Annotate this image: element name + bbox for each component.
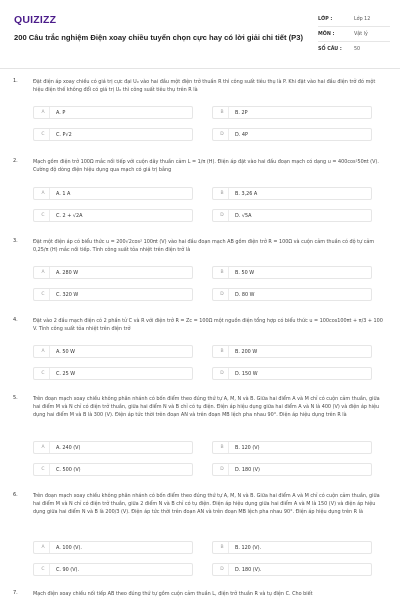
question-number: 2. [13,158,18,164]
option-text: D. 180 (V) [235,466,260,473]
meta-value: 50 [354,47,361,52]
option-letter: D [216,210,229,221]
option-text: C. P√2 [56,131,72,138]
option-b[interactable] [212,541,372,554]
question-text: Đặt điện áp xoay chiều có giá trị cực đại U₀ vào hai đầu một điện trở thuần R thì công suất tiêu thụ là P. Khi đặt vào hai đầu điện trở đó một hiệu điện thế không đổi có giá trị U₀ thì công suất tiêu thụ trên R là [33,79,376,94]
option-text: D. √5A [235,212,252,219]
meta-key: SỐ CÂU : [318,47,342,52]
option-c[interactable] [33,128,193,141]
option-b[interactable] [212,441,372,454]
option-d[interactable] [212,288,372,301]
option-a[interactable] [33,187,193,200]
option-text: B. 120 (V). [235,544,262,551]
question-text: Mạch gồm điện trở 100Ω mắc nối tiếp với cuộn dây thuần cảm L = 1/π (H). Điện áp đặt vào hai đầu đoạn mạch có dạng u = 400cos²50πt (V). Cường độ dòng điện hiệu dụng qua mạch có giá trị bằng [33,159,379,174]
option-text: A. 1 A [56,190,71,197]
header-divider [0,68,400,69]
option-letter: D [216,368,229,379]
option-letter: A [37,346,50,357]
option-c[interactable] [33,563,193,576]
option-letter: D [216,289,229,300]
meta-row-subject [318,27,390,42]
option-text: B. 120 (V) [235,444,260,451]
option-text: A. 240 (V) [56,444,81,451]
option-letter: C [37,129,50,140]
option-letter: C [37,368,50,379]
option-text: C. 500 (V) [56,466,81,473]
question-number: 3. [13,238,18,244]
worksheet-header [0,0,400,62]
option-letter: B [216,107,229,118]
option-a[interactable] [33,345,193,358]
option-letter: B [216,188,229,199]
option-b[interactable] [212,345,372,358]
option-letter: A [37,188,50,199]
option-text: B. 50 W [235,269,255,276]
option-d[interactable] [212,128,372,141]
meta-value: Vật lý [354,31,368,37]
option-text: C. 320 W [56,291,79,298]
option-d[interactable] [212,563,372,576]
option-letter: C [37,289,50,300]
option-b[interactable] [212,187,372,200]
option-text: B. 2P [235,109,248,116]
option-text: A. 50 W [56,348,75,355]
option-c[interactable] [33,463,193,476]
option-letter: B [216,442,229,453]
option-letter: C [37,464,50,475]
option-a[interactable] [33,106,193,119]
option-c[interactable] [33,367,193,380]
option-text: A. P [56,109,66,116]
question-number: 4. [13,317,18,323]
option-letter: D [216,564,229,575]
option-letter: A [37,267,50,278]
option-letter: D [216,464,229,475]
question-number: 5. [13,395,18,401]
option-c[interactable] [33,288,193,301]
question-text: Trên đoạn mạch xoay chiều không phân nhánh có bốn điểm theo đúng thứ tự A, M, N và B. Giữa hai điểm A và M chỉ có cuộn cảm thuần, giữa hai điểm M và N chỉ có điện trở thuần, giữa hai điểm N và B chỉ có tụ điện. Điện áp hiệu dụng giữa hai điểm A và N là 400 (V) và điện áp hiệu dụng hai điểm M và B là 300 (V). Điện áp tức thời trên đoạn AN và trên đoạn MB lệch pha nhau 90°. Điện áp hiệu dụng trên R là [33,396,380,419]
option-letter: A [37,107,50,118]
meta-row-class [318,12,390,27]
option-a[interactable] [33,441,193,454]
worksheet-meta [318,12,390,57]
option-letter: A [37,542,50,553]
question-number: 7. [13,590,18,596]
question-text: Mạch điện xoay chiều nối tiếp AB theo đúng thứ tự gồm cuộn cảm thuần L, điện trở thuần R và tụ điện C. Cho biết [33,591,313,597]
option-b[interactable] [212,266,372,279]
option-letter: C [37,210,50,221]
option-letter: B [216,542,229,553]
option-d[interactable] [212,367,372,380]
meta-row-count [318,42,390,57]
option-c[interactable] [33,209,193,222]
option-letter: B [216,346,229,357]
option-letter: C [37,564,50,575]
meta-key: MÔN : [318,31,335,37]
quizizz-logo: QUIZIZZ [14,14,57,26]
option-text: D. 150 W [235,370,258,377]
option-b[interactable] [212,106,372,119]
option-text: B. 200 W [235,348,258,355]
question-number: 6. [13,492,18,498]
meta-key: LỚP : [318,16,333,22]
option-letter: B [216,267,229,278]
option-text: D. 4P [235,131,248,138]
option-a[interactable] [33,541,193,554]
question-text: Đặt một điện áp có biểu thức u = 200√2cos² 100πt (V) vào hai đầu đoạn mạch AB gồm điện trở R = 100Ω và cuộn cảm thuần có độ tự cảm 0,25/π (H) mắc nối tiếp. Tính công suất tỏa nhiệt trên điện trở là [33,239,375,254]
question-text: Trên đoạn mạch xoay chiều không phân nhánh có bốn điểm theo đúng thứ tự A, M, N và B. Giữa hai điểm A và M chỉ có cuộn cảm thuần, giữa hai điểm M và N chỉ có điện trở thuần, giữa 2 điểm N và B chỉ có tụ điện. Điện áp hiệu dụng giữa hai điểm A và M là 150 (V) và điện áp hiệu dụng giữa hai điểm N và B là 200/3 (V). Điện áp tức thời trên đoạn AN và trên đoạn MB lệch pha nhau 90°. Điện áp hiệu dụng trên R là [33,493,380,516]
worksheet-title: 200 Câu trắc nghiệm Điện xoay chiều tuyển chọn cực hay có lời giải chi tiết (P3) [14,33,303,42]
question-number: 1. [13,78,18,84]
option-d[interactable] [212,209,372,222]
meta-value: Lớp 12 [354,16,371,22]
option-text: C. 90 (V). [56,566,80,573]
option-text: D. 80 W [235,291,255,298]
option-text: A. 100 (V). [56,544,82,551]
option-letter: A [37,442,50,453]
question-text: Đặt vào 2 đầu mạch điện có 2 phần tử C và R với điện trở R = Zc = 100Ω một nguồn điện tổng hợp có biểu thức u = 100cos100πt + π/3 + 100 V. Tính công suất tỏa nhiệt trên điện trở [33,318,383,333]
option-letter: D [216,129,229,140]
option-a[interactable] [33,266,193,279]
option-text: D. 180 (V). [235,566,262,573]
option-d[interactable] [212,463,372,476]
option-text: C. 2 + √2A [56,212,83,219]
option-text: A. 280 W [56,269,79,276]
option-text: B. 3,26 A [235,190,258,197]
option-text: C. 25 W [56,370,76,377]
